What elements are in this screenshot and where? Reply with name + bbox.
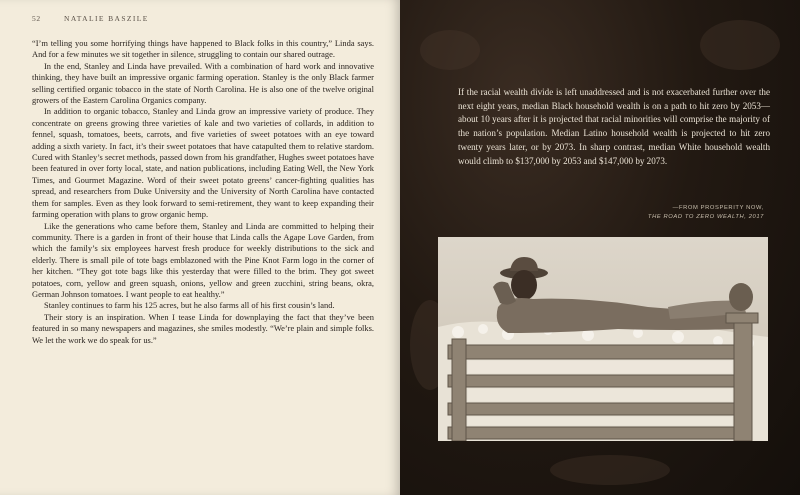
soil-texture	[420, 30, 480, 70]
basket	[729, 283, 753, 311]
body-text	[32, 38, 374, 346]
pull-quote: If the racial wealth divide is left unaddressed and is not exacerbated further over the next eight years, median Black household wealth is on a path to hit zero by 2053—about 10 years after it is projected that racial minorities will comprise the majority of the nation’s population. Median Latino household wealth is projected to hit zero twenty years later, or by 2073. In sharp contrast, median White household wealth would climb to $137,000 by 2053 and $147,000 by 2073.	[458, 87, 770, 166]
paragraph: “I’m telling you some horrifying things have happened to Black folks in this country,” Linda says. And for a few minutes we sit together in silence, struggling to contain our shared outrage.	[32, 38, 374, 60]
paragraph: In the end, Stanley and Linda have prevailed. With a combination of hard work and innovative thinking, they have built an impressive organic farming operation. Stanley is the only Black farmer selling certified organic tobacco in the state of North Carolina. He is also one of the twelve original growers of the Eastern Carolina Organics company.	[32, 60, 374, 106]
page-number: 52	[32, 14, 41, 23]
attribution-source: —FROM PROSPERITY NOW,	[672, 205, 764, 211]
soil-texture	[550, 455, 670, 485]
quote-attribution	[648, 204, 764, 222]
author-name: NATALIE BASZILE	[64, 14, 149, 23]
farmer-photo	[438, 237, 768, 441]
paragraph: Like the generations who came before them, Stanley and Linda are committed to helping their community. There is a garden in front of their house that Linda calls the Agape Love Garden, from which the family’s six employees harvest fresh produce for weekly distributions to the sick and elderly. There is small pile of tote bags emblazoned with the Pine Knot Farm logo in the corner of her kitchen. “They got tote bags like this yesterday that were filled to the brim. They got sweet potatoes, corn, yellow and green squash, onions, yellow and green zucchini, string beans, okra, German Johnson tomatoes. I want people to eat healthy.”	[32, 220, 374, 299]
soil-texture	[700, 20, 780, 70]
paragraph: In addition to organic tobacco, Stanley and Linda grow an impressive variety of produce. They concentrate on greens growing three varieties of kale and two varieties of collards, in addition to fennel, squash, tomatoes, beets, carrots, and five varieties of sweet potatoes with an eye toward adding a sixth variety. In fact, it’s their sweet potatoes that have catapulted them to relative stardom. Cured with Stanley’s secret methods, passed down from his grandfather, Hughes sweet potatoes have been featured in over forty local, state, and nation publications, including Eating Well, the New York Times, and Gourmet Magazine. Word of their sweet potato greens’ cancer-fighting qualities has spread, and researchers from Duke University and the University of North Carolina have contacted them for samples. Even as they look forward to semi-retirement, they want to keep expanding their farming operation with plans to grow organic hemp.	[32, 106, 374, 220]
right-page	[400, 0, 800, 495]
paragraph: Stanley continues to farm his 125 acres, but he also farms all of his first cousin’s land.	[44, 300, 335, 311]
paragraph: Their story is an inspiration. When I tease Linda for downplaying the fact that they’ve been featured in so many newspapers and magazines, she smiles modestly. “We’re plain and simple folks. We let the work we do speak for us.”	[32, 311, 374, 345]
photo-illustration	[438, 237, 768, 441]
attribution-title: THE ROAD TO ZERO WEALTH, 2017	[647, 214, 764, 220]
